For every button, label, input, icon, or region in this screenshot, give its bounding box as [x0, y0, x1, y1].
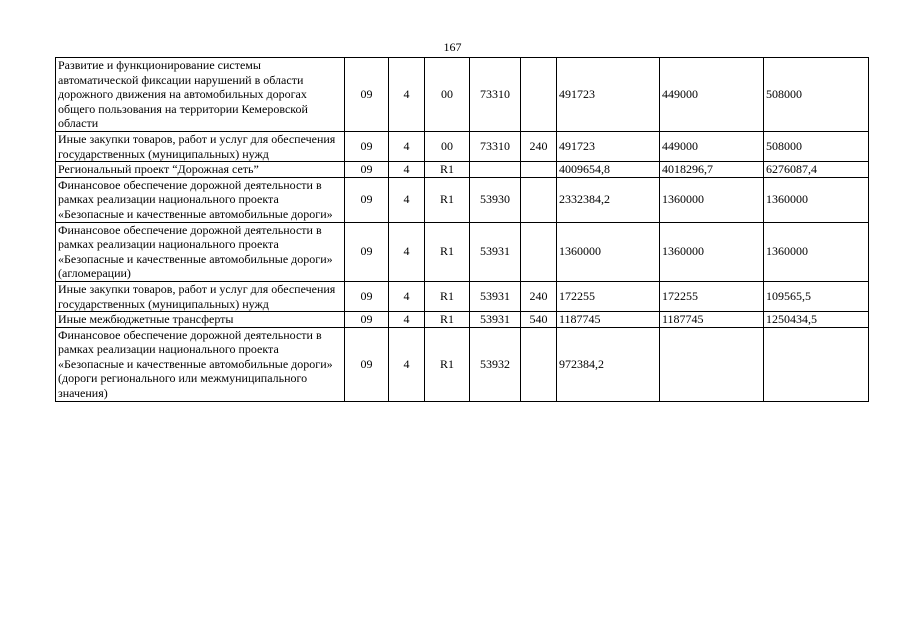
budget-table-body [56, 58, 869, 402]
row-expense-type: 540 [521, 312, 557, 328]
table-row [56, 131, 869, 161]
row-sum-1: 491723 [557, 58, 660, 132]
row-subsection: 4 [389, 312, 425, 328]
row-code: 53931 [470, 222, 521, 281]
row-name: Финансовое обеспечение дорожной деятельности в рамках реализации национального проекта «Безопасные и качественные автомобильные дороги» [56, 177, 345, 222]
row-section: 09 [345, 281, 389, 311]
row-code: 73310 [470, 131, 521, 161]
row-expense-type [521, 162, 557, 178]
row-name: Региональный проект “Дорожная сеть” [56, 162, 345, 178]
row-sum-3: 1250434,5 [764, 312, 869, 328]
row-code: 53930 [470, 177, 521, 222]
row-sum-2: 4018296,7 [660, 162, 764, 178]
row-sum-2: 1360000 [660, 222, 764, 281]
row-expense-type: 240 [521, 281, 557, 311]
row-sum-3: 109565,5 [764, 281, 869, 311]
row-sum-2: 449000 [660, 58, 764, 132]
table-row [56, 222, 869, 281]
table-row [56, 177, 869, 222]
row-expense-type [521, 58, 557, 132]
row-section: 09 [345, 58, 389, 132]
row-section: 09 [345, 312, 389, 328]
page-number: 167 [443, 40, 462, 54]
row-subsection: 4 [389, 58, 425, 132]
row-sum-1: 1360000 [557, 222, 660, 281]
row-section: 09 [345, 162, 389, 178]
row-sum-1: 1187745 [557, 312, 660, 328]
row-sum-2: 172255 [660, 281, 764, 311]
row-name: Финансовое обеспечение дорожной деятельности в рамках реализации национального проекта «Безопасные и качественные автомобильные дороги» (дороги регионального или межмуниципального значения) [56, 327, 345, 401]
row-expense-type: 240 [521, 131, 557, 161]
row-sum-2: 1187745 [660, 312, 764, 328]
row-expense-type [521, 327, 557, 401]
row-program: 00 [425, 131, 470, 161]
row-sum-1: 4009654,8 [557, 162, 660, 178]
row-sum-3: 1360000 [764, 177, 869, 222]
row-name: Финансовое обеспечение дорожной деятельности в рамках реализации национального проекта «Безопасные и качественные автомобильные дороги» (агломерации) [56, 222, 345, 281]
row-name: Иные закупки товаров, работ и услуг для обеспечения государственных (муниципальных) нужд [56, 281, 345, 311]
row-sum-3: 508000 [764, 58, 869, 132]
row-sum-1: 972384,2 [557, 327, 660, 401]
row-sum-2: 449000 [660, 131, 764, 161]
row-program: R1 [425, 281, 470, 311]
row-name: Развитие и функционирование системы автоматической фиксации нарушений в области дорожного движения на автомобильных дорогах общего пользования на территории Кемеровской области [56, 58, 345, 132]
row-expense-type [521, 177, 557, 222]
row-sum-3: 1360000 [764, 222, 869, 281]
table-row [56, 58, 869, 132]
row-subsection: 4 [389, 327, 425, 401]
row-sum-1: 2332384,2 [557, 177, 660, 222]
row-code: 53931 [470, 312, 521, 328]
row-section: 09 [345, 131, 389, 161]
row-expense-type [521, 222, 557, 281]
row-subsection: 4 [389, 281, 425, 311]
row-sum-3: 508000 [764, 131, 869, 161]
row-code: 53931 [470, 281, 521, 311]
row-subsection: 4 [389, 222, 425, 281]
row-code [470, 162, 521, 178]
row-sum-3 [764, 327, 869, 401]
row-program: R1 [425, 327, 470, 401]
row-program: 00 [425, 58, 470, 132]
row-code: 53932 [470, 327, 521, 401]
row-sum-2 [660, 327, 764, 401]
table-row [56, 162, 869, 178]
row-program: R1 [425, 222, 470, 281]
row-sum-2: 1360000 [660, 177, 764, 222]
row-sum-1: 491723 [557, 131, 660, 161]
row-section: 09 [345, 222, 389, 281]
row-program: R1 [425, 312, 470, 328]
row-program: R1 [425, 162, 470, 178]
row-section: 09 [345, 327, 389, 401]
row-subsection: 4 [389, 177, 425, 222]
table-row [56, 327, 869, 401]
row-name: Иные межбюджетные трансферты [56, 312, 345, 328]
row-code: 73310 [470, 58, 521, 132]
table-row [56, 312, 869, 328]
row-sum-3: 6276087,4 [764, 162, 869, 178]
row-name: Иные закупки товаров, работ и услуг для обеспечения государственных (муниципальных) нужд [56, 131, 345, 161]
row-program: R1 [425, 177, 470, 222]
row-subsection: 4 [389, 162, 425, 178]
budget-table [55, 57, 869, 402]
table-row [56, 281, 869, 311]
row-subsection: 4 [389, 131, 425, 161]
row-sum-1: 172255 [557, 281, 660, 311]
row-section: 09 [345, 177, 389, 222]
